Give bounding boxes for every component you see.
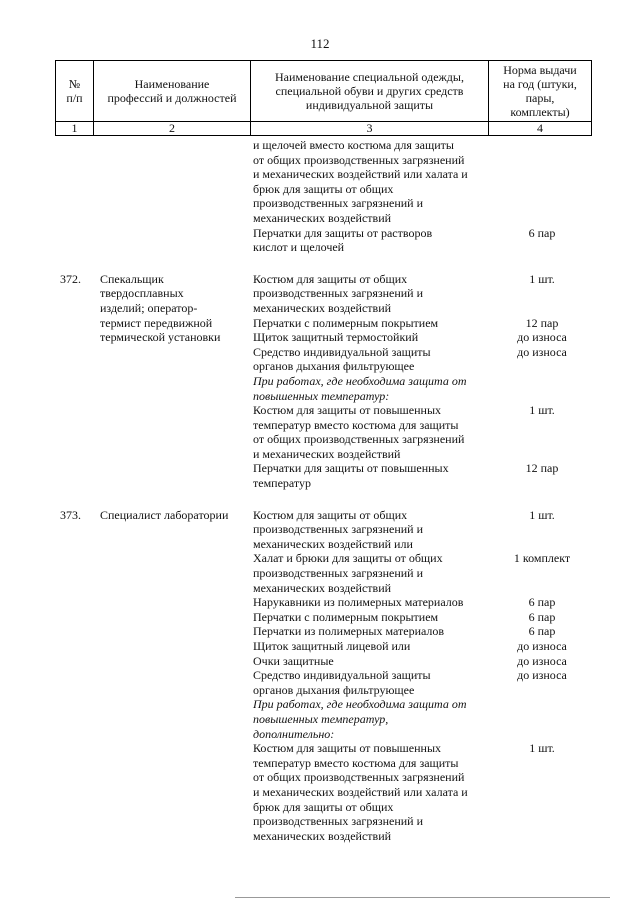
equipment-text: механических воздействий (253, 580, 392, 595)
table-row (0, 418, 640, 433)
profession-text: изделий; оператор- (100, 300, 198, 315)
table-row (0, 610, 640, 625)
table-row (0, 800, 640, 815)
equipment-text: производственных загрязнений и (253, 566, 424, 581)
equipment-text: органов дыхания фильтрующее (253, 359, 415, 374)
norm-text: до износа (517, 668, 567, 683)
header-text: п/п (66, 91, 83, 105)
column-number: 1 (56, 122, 94, 136)
equipment-text: и механических воздействий или халата и (253, 167, 468, 182)
profession-text: Спекальщик (100, 271, 164, 286)
entry-gap (0, 255, 640, 272)
entry-number: 372. (60, 271, 81, 286)
table-row (0, 476, 640, 491)
norm-text: до износа (517, 639, 567, 653)
table-row (0, 668, 640, 683)
table-row (0, 359, 640, 374)
table-row (0, 712, 640, 727)
table-row (0, 522, 640, 537)
table-row (0, 595, 640, 610)
condition-note: повышенных температур, (253, 711, 389, 726)
table-row (0, 389, 640, 404)
norm-text: 12 пар (525, 315, 559, 330)
page-number: 112 (310, 36, 330, 51)
equipment-text: кислот и щелочей (253, 240, 345, 255)
table-row (0, 770, 640, 785)
table-row (0, 829, 640, 844)
header-text: Наименование (134, 77, 210, 91)
column-number: 3 (251, 122, 489, 136)
condition-note: При работах, где необходима защита от (253, 373, 467, 388)
equipment-text: Костюм для защиты от повышенных (253, 741, 442, 756)
column-number: 4 (489, 122, 592, 136)
bottom-rule (235, 897, 610, 898)
table-row (0, 286, 640, 301)
equipment-text: брюк для защиты от общих (253, 799, 394, 814)
table-row (0, 182, 640, 197)
equipment-text: Средство индивидуальной защиты (253, 668, 431, 683)
equipment-text: Перчатки для защиты от растворов (253, 225, 433, 240)
norm-text: 1 шт. (529, 507, 555, 522)
table-row (0, 814, 640, 829)
header-text: профессий и должностей (107, 91, 237, 105)
profession-text: термист передвижной (100, 315, 213, 330)
equipment-text: механических воздействий или (253, 536, 413, 551)
equipment-text: Щиток защитный лицевой или (253, 639, 411, 653)
table-row (0, 537, 640, 552)
header-text: Наименование специальной одежды, (275, 70, 464, 84)
norm-text: 6 пар (528, 225, 556, 240)
equipment-text: Халат и брюки для защиты от общих (253, 551, 443, 566)
norm-text: до износа (517, 653, 567, 668)
table-row (0, 301, 640, 316)
table-row (0, 272, 640, 287)
equipment-text: Костюм для защиты от повышенных (253, 403, 442, 418)
equipment-text: и щелочей вместо костюма для защиты (253, 138, 454, 152)
equipment-text: и механических воздействий или халата и (253, 784, 468, 799)
header-text: Норма выдачи (503, 63, 577, 77)
equipment-text: механических воздействий (253, 300, 392, 315)
table-row (0, 330, 640, 345)
equipment-text: температур вместо костюма для защиты (253, 417, 459, 432)
equipment-text: Перчатки из полимерных материалов (253, 624, 445, 639)
header-text: индивидуальной защиты (305, 98, 434, 112)
norm-text: до износа (517, 344, 567, 359)
header-col-norm (489, 61, 592, 122)
table-row (0, 153, 640, 168)
equipment-text: производственных загрязнений и (253, 522, 424, 537)
table-body (0, 138, 640, 843)
norm-text: 1 комплект (513, 551, 571, 566)
table-row (0, 683, 640, 698)
equipment-text: органов дыхания фильтрующее (253, 682, 415, 697)
equipment-text: Перчатки с полимерным покрытием (253, 609, 439, 624)
entry-number: 373. (60, 507, 81, 522)
column-number: 2 (94, 122, 251, 136)
table-row (0, 211, 640, 226)
table-row (0, 240, 640, 255)
table-row (0, 316, 640, 331)
equipment-text: Средство индивидуальной защиты (253, 344, 431, 359)
norm-text: 1 шт. (529, 403, 555, 418)
header-col-number (56, 61, 94, 122)
equipment-text: Щиток защитный термостойкий (253, 330, 419, 345)
norm-text: 1 шт. (529, 741, 555, 756)
equipment-text: Костюм для защиты от общих (253, 507, 408, 522)
table-row (0, 345, 640, 360)
condition-note: При работах, где необходима защита от (253, 697, 467, 712)
norm-text: 6 пар (528, 595, 556, 610)
table-row (0, 756, 640, 771)
header-row (56, 61, 592, 122)
condition-note: дополнительно: (253, 726, 335, 741)
equipment-text: производственных загрязнений и (253, 286, 424, 301)
norm-text: 1 шт. (529, 271, 555, 286)
table-row (0, 654, 640, 669)
table-row (0, 697, 640, 712)
table-row (0, 624, 640, 639)
table-row (0, 461, 640, 476)
table-row (0, 639, 640, 654)
equipment-text: производственных загрязнений и (253, 814, 424, 829)
equipment-text: брюк для защиты от общих (253, 181, 394, 196)
header-text: комплекты) (510, 105, 570, 119)
table-row (0, 374, 640, 389)
norm-text: 6 пар (528, 624, 556, 639)
equipment-text: механических воздействий (253, 210, 392, 225)
table-row (0, 727, 640, 742)
header-text: № (68, 77, 81, 91)
condition-note: повышенных температур: (253, 388, 390, 403)
equipment-text: от общих производственных загрязнений (253, 770, 465, 785)
table-row (0, 432, 640, 447)
equipment-text: Перчатки с полимерным покрытием (253, 315, 439, 330)
table-row (0, 226, 640, 241)
table-row (0, 167, 640, 182)
norm-text: 12 пар (525, 461, 559, 476)
column-number-row (56, 122, 592, 136)
equipment-text: Очки защитные (253, 653, 334, 668)
equipment-text: Перчатки для защиты от повышенных (253, 461, 449, 476)
profession-text: твердосплавных (100, 286, 184, 301)
table-row (0, 138, 640, 153)
equipment-text: и механических воздействий (253, 446, 401, 461)
equipment-text: температур вместо костюма для защиты (253, 755, 459, 770)
equipment-text: от общих производственных загрязнений (253, 432, 465, 447)
norm-text: 6 пар (528, 609, 556, 624)
header-text: специальной обуви и других средств (275, 84, 464, 98)
norm-text: до износа (517, 330, 567, 345)
table-row (0, 785, 640, 800)
equipment-text: Костюм для защиты от общих (253, 271, 408, 286)
table-row (0, 741, 640, 756)
table-row (0, 196, 640, 211)
equipment-text: от общих производственных загрязнений (253, 152, 465, 167)
table-row (0, 551, 640, 566)
equipment-text: производственных загрязнений и (253, 196, 424, 211)
entry-gap (0, 491, 640, 508)
equipment-text: температур (253, 476, 312, 491)
table-row (0, 447, 640, 462)
equipment-text: механических воздействий (253, 828, 392, 843)
equipment-text: Нарукавники из полимерных материалов (253, 595, 464, 610)
table-header (55, 60, 592, 136)
header-col-equipment (251, 61, 489, 122)
header-text: на год (штуки, (503, 77, 577, 91)
header-col-profession (94, 61, 251, 122)
table-row (0, 508, 640, 523)
profession-text: Специалист лаборатории (100, 507, 229, 522)
header-text: пары, (525, 91, 555, 105)
table-row (0, 566, 640, 581)
table-row (0, 581, 640, 596)
profession-text: термической установки (100, 330, 221, 345)
table-row (0, 403, 640, 418)
